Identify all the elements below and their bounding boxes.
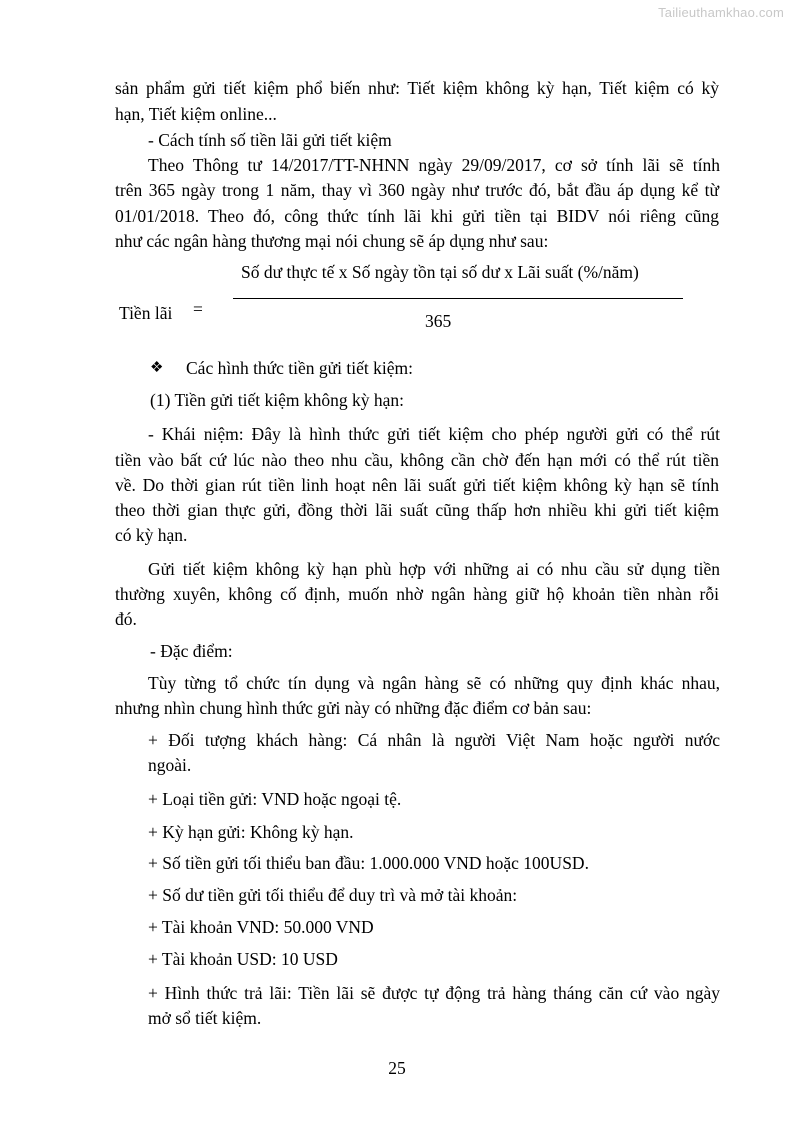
paragraph-line: theo thời gian thực gửi, đồng thời lãi suất cũng thấp hơn nhiều khi gửi tiết kiệm [115, 500, 719, 520]
paragraph-line: Theo Thông tư 14/2017/TT-NHNN ngày 29/09/2017, cơ sở tính lãi sẽ tính [148, 155, 720, 175]
list-item-min-balance: + Số dư tiền gửi tối thiểu để duy trì và mở tài khoản: [148, 885, 518, 905]
formula-denominator: 365 [425, 311, 452, 331]
list-item-min-initial: + Số tiền gửi tối thiểu ban đầu: 1.000.000 VND hoặc 100USD. [148, 853, 589, 873]
subsection-heading: (1) Tiền gửi tiết kiệm không kỳ hạn: [150, 390, 404, 410]
list-item-usd-account: + Tài khoản USD: 10 USD [148, 949, 338, 969]
list-item-vnd-account: + Tài khoản VND: 50.000 VND [148, 917, 374, 937]
paragraph-line: trên 365 ngày trong 1 năm, thay vì 360 ngày như trước đó, bắt đầu áp dụng kể từ [115, 180, 719, 200]
watermark: Tailieuthamkhao.com [658, 5, 784, 20]
formula-numerator: Số dư thực tế x Số ngày tồn tại số dư x Lãi suất (%/năm) [241, 262, 639, 282]
paragraph-line: - Khái niệm: Đây là hình thức gửi tiết kiệm cho phép người gửi có thể rút [148, 424, 720, 444]
list-item-interest: + Hình thức trả lãi: Tiền lãi sẽ được tự động trả hàng tháng căn cứ vào ngày [148, 983, 720, 1003]
list-item-customer: + Đối tượng khách hàng: Cá nhân là người Việt Nam hoặc người nước [148, 730, 720, 750]
paragraph-line: về. Do thời gian rút tiền linh hoạt nên lãi suất gửi tiết kiệm không kỳ hạn sẽ tính [115, 475, 719, 495]
formula-fraction-rule [233, 298, 683, 299]
formula-label: Tiền lãi [119, 303, 173, 323]
paragraph-line: tiền vào bất cứ lúc nào theo nhu cầu, không cần chờ đến hạn mới có thể rút tiền [115, 450, 719, 470]
list-item-term: + Kỳ hạn gửi: Không kỳ hạn. [148, 822, 354, 842]
diamond-bullet-icon: ❖ [150, 360, 164, 376]
paragraph-line: hạn, Tiết kiệm online... [115, 104, 277, 124]
paragraph-line: như các ngân hàng thương mại nói chung sẽ áp dụng như sau: [115, 231, 549, 251]
section-heading-features: - Đặc điểm: [150, 641, 233, 661]
formula-equals: = [193, 299, 203, 319]
list-item-customer-cont: ngoài. [148, 755, 192, 775]
paragraph-line: đó. [115, 609, 137, 629]
paragraph-line: có kỳ hạn. [115, 525, 188, 545]
paragraph-line: nhưng nhìn chung hình thức gửi này có những đặc điểm cơ bản sau: [115, 698, 592, 718]
section-heading-forms: Các hình thức tiền gửi tiết kiệm: [186, 358, 413, 378]
paragraph-line: Tùy từng tổ chức tín dụng và ngân hàng sẽ có những quy định khác nhau, [148, 673, 720, 693]
paragraph-line: sản phẩm gửi tiết kiệm phổ biến như: Tiết kiệm không kỳ hạn, Tiết kiệm có kỳ [115, 78, 719, 98]
paragraph-line: thường xuyên, không cố định, muốn nhờ ngân hàng giữ hộ khoản tiền nhàn rỗi [115, 584, 719, 604]
list-item-interest-cont: mở sổ tiết kiệm. [148, 1008, 262, 1028]
section-heading-interest-calc: - Cách tính số tiền lãi gửi tiết kiệm [148, 130, 392, 150]
paragraph-line: Gửi tiết kiệm không kỳ hạn phù hợp với những ai có nhu cầu sử dụng tiền [148, 559, 720, 579]
paragraph-line: 01/01/2018. Theo đó, công thức tính lãi khi gửi tiền tại BIDV nói riêng cũng [115, 206, 719, 226]
list-item-currency: + Loại tiền gửi: VND hoặc ngoại tệ. [148, 789, 402, 809]
page-number: 25 [388, 1058, 406, 1078]
